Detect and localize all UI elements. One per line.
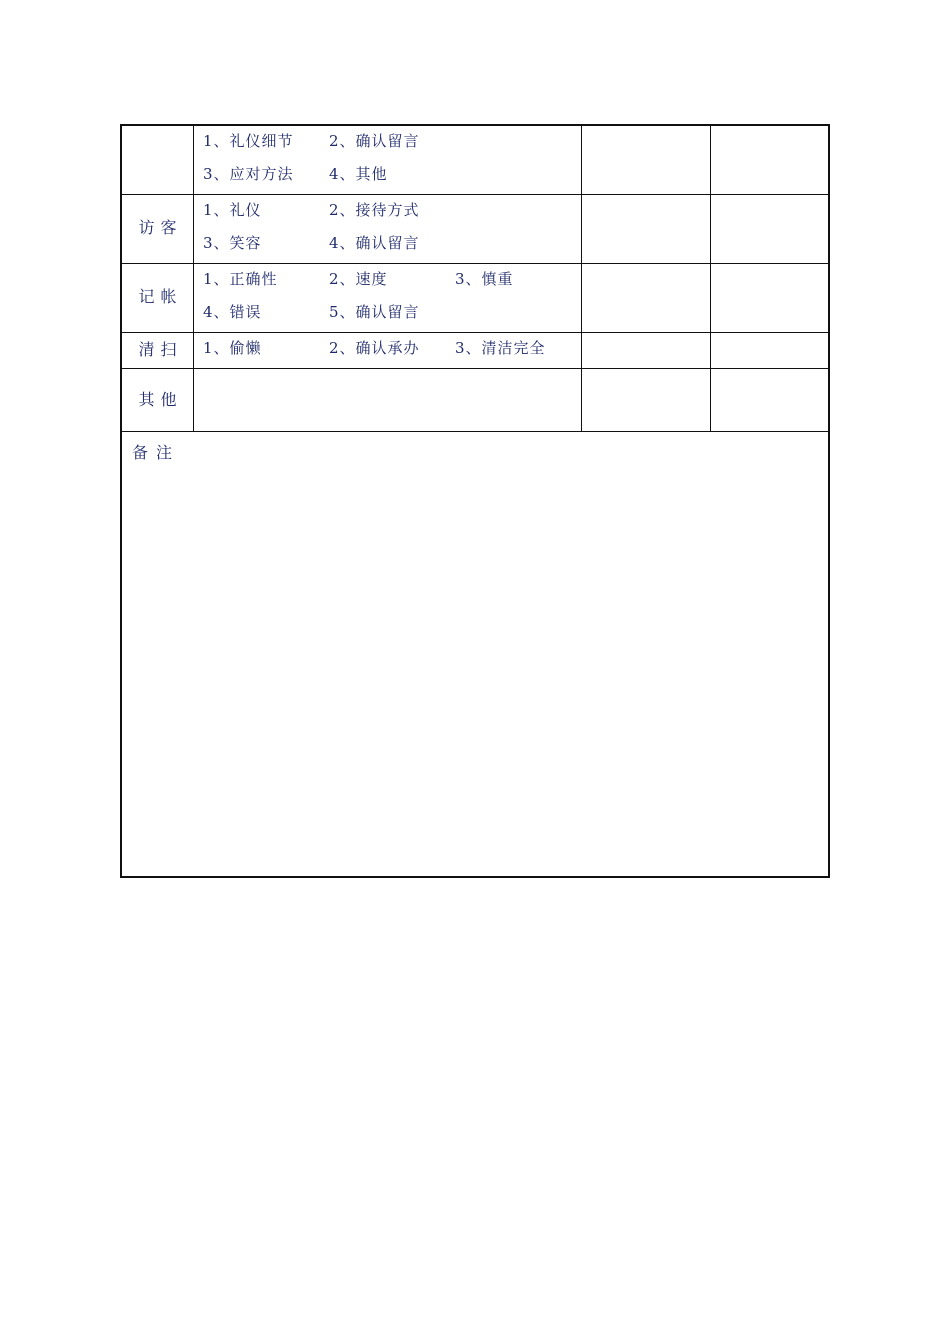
list-item: 3、清洁完全 [455,339,546,357]
remark-cell [711,369,828,431]
remark-cell [711,126,828,194]
list-item: 3、笑容 [203,234,262,252]
remark-cell [711,264,828,332]
notes-label: 备注 [132,443,181,462]
list-item: 1、礼仪 [203,201,262,219]
items-cell [194,264,582,332]
category-cell [122,264,194,332]
category-label: 记帐 [138,287,183,306]
list-item: 1、正确性 [203,270,278,288]
category-cell [122,369,194,431]
table-row [122,195,828,264]
table-row [122,126,828,195]
list-item: 5、确认留言 [329,303,420,321]
list-item: 3、应对方法 [203,165,294,183]
items-cell [194,333,582,368]
table-row [122,333,828,369]
list-item: 4、确认留言 [329,234,420,252]
category-label: 清扫 [138,340,183,359]
remark-cell [711,195,828,263]
list-item: 2、确认留言 [329,132,420,150]
items-cell [194,195,582,263]
list-item: 2、确认承办 [329,339,420,357]
category-cell [122,195,194,263]
list-item: 4、错误 [203,303,262,321]
category-label: 访客 [138,218,183,237]
score-cell [582,369,711,431]
list-item: 2、速度 [329,270,388,288]
score-cell [582,333,711,368]
list-item: 4、其他 [329,165,388,183]
category-cell [122,333,194,368]
list-item: 2、接待方式 [329,201,420,219]
items-cell [194,126,582,194]
remark-cell [711,333,828,368]
category-cell [122,126,194,194]
items-cell [194,369,582,431]
category-label: 其他 [138,390,183,409]
table-row [122,369,828,432]
score-cell [582,126,711,194]
list-item: 3、慎重 [455,270,514,288]
table-row [122,264,828,333]
list-item: 1、偷懒 [203,339,262,357]
evaluation-form-table [120,124,830,878]
score-cell [582,195,711,263]
score-cell [582,264,711,332]
notes-area [122,432,828,876]
list-item: 1、礼仪细节 [203,132,294,150]
